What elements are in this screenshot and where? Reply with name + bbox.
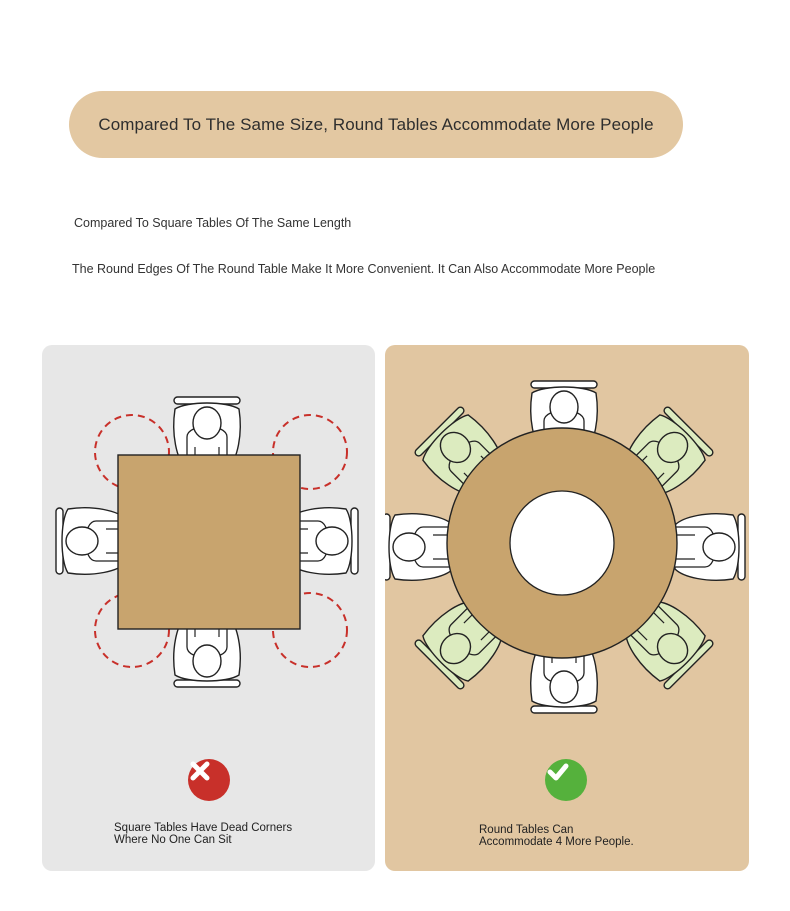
chair-left — [56, 508, 126, 575]
square-table-panel — [42, 345, 375, 871]
round-table-panel — [385, 345, 749, 871]
verdict-good-badge — [545, 759, 587, 801]
chair-right — [675, 514, 745, 581]
banner-title: Compared To The Same Size, Round Tables Accommodate More People — [98, 114, 654, 134]
square-caption: Square Tables Have Dead Corners Where No One Can Sit — [114, 822, 293, 846]
verdict-bad-badge — [188, 759, 230, 801]
cross-icon — [188, 759, 212, 783]
square-table-top — [118, 455, 300, 629]
header-banner — [69, 91, 683, 158]
check-icon — [545, 759, 571, 785]
intro-line-2: The Round Edges Of The Round Table Make It More Convenient. It Can Also Accommodate More People — [72, 262, 656, 276]
chair-left — [385, 514, 453, 581]
intro-line-1: Compared To Square Tables Of The Same Length — [74, 216, 352, 230]
round-caption: Round Tables Can Accommodate 4 More People. — [479, 824, 634, 848]
round-table-center — [510, 491, 614, 595]
